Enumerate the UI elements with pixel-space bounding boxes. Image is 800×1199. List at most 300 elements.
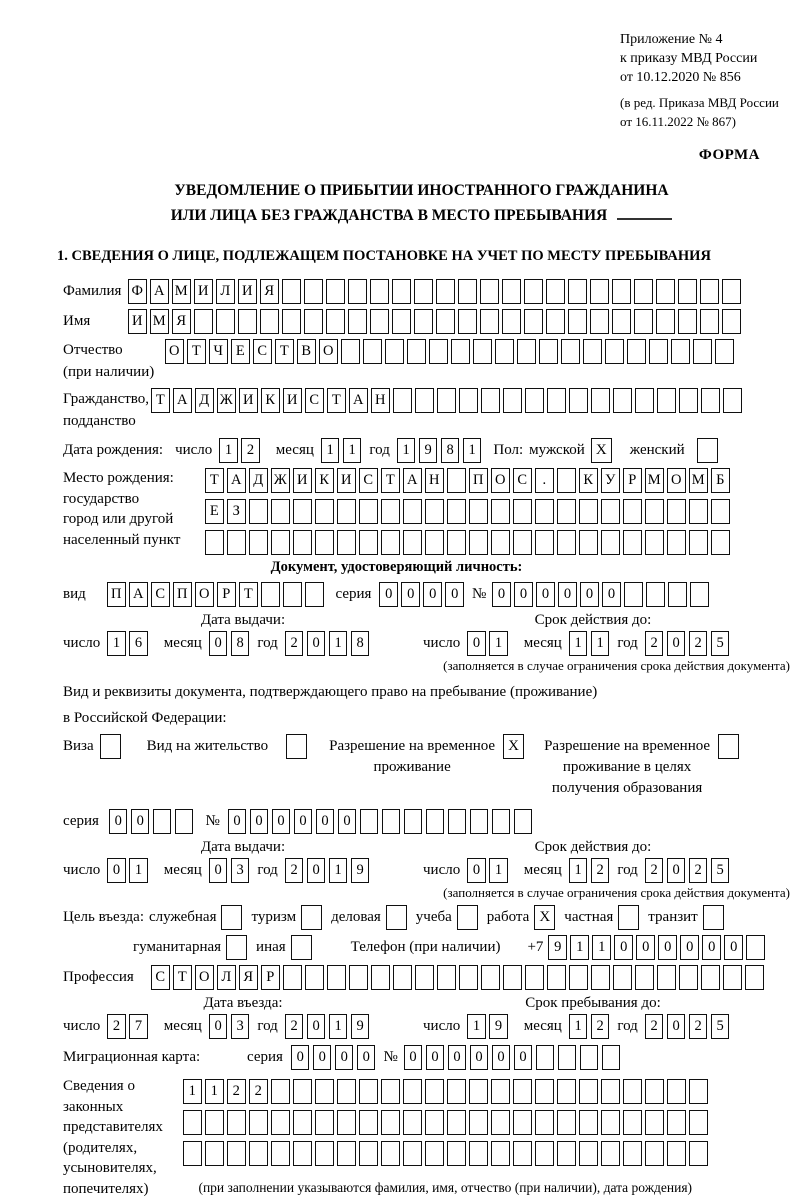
char-cell[interactable] bbox=[304, 279, 323, 304]
char-cell[interactable]: 2 bbox=[241, 438, 260, 463]
char-cell[interactable]: 1 bbox=[397, 438, 416, 463]
char-cell[interactable]: П bbox=[173, 582, 192, 607]
char-cell[interactable] bbox=[745, 965, 764, 990]
char-cell[interactable] bbox=[205, 1110, 224, 1135]
char-cell[interactable]: И bbox=[293, 468, 312, 493]
char-cell[interactable]: 1 bbox=[329, 858, 348, 883]
char-cell[interactable]: 8 bbox=[441, 438, 460, 463]
char-cell[interactable] bbox=[359, 530, 378, 555]
char-cell[interactable] bbox=[495, 339, 514, 364]
char-cell[interactable]: Е bbox=[231, 339, 250, 364]
char-cell[interactable]: С bbox=[513, 468, 532, 493]
char-cell[interactable]: 1 bbox=[463, 438, 482, 463]
char-cell[interactable] bbox=[583, 339, 602, 364]
char-cell[interactable]: М bbox=[645, 468, 664, 493]
char-cell[interactable] bbox=[283, 582, 302, 607]
char-cell[interactable] bbox=[407, 339, 426, 364]
char-cell[interactable]: 0 bbox=[107, 858, 126, 883]
char-cell[interactable] bbox=[535, 499, 554, 524]
char-cell[interactable] bbox=[491, 530, 510, 555]
visa-checkbox[interactable] bbox=[100, 734, 121, 759]
char-cell[interactable] bbox=[645, 530, 664, 555]
char-cell[interactable]: О bbox=[195, 965, 214, 990]
char-cell[interactable]: Т bbox=[239, 582, 258, 607]
char-cell[interactable] bbox=[569, 965, 588, 990]
char-cell[interactable] bbox=[613, 388, 632, 413]
char-cell[interactable] bbox=[415, 388, 434, 413]
char-cell[interactable]: 0 bbox=[667, 858, 686, 883]
char-cell[interactable] bbox=[689, 499, 708, 524]
char-cell[interactable]: Т bbox=[381, 468, 400, 493]
char-cell[interactable] bbox=[547, 388, 566, 413]
char-cell[interactable] bbox=[249, 1141, 268, 1166]
char-cell[interactable] bbox=[557, 1141, 576, 1166]
char-cell[interactable] bbox=[315, 1141, 334, 1166]
char-cell[interactable] bbox=[579, 1110, 598, 1135]
char-cell[interactable] bbox=[381, 499, 400, 524]
char-cell[interactable] bbox=[517, 339, 536, 364]
char-cell[interactable] bbox=[723, 965, 742, 990]
char-cell[interactable] bbox=[601, 1110, 620, 1135]
char-cell[interactable] bbox=[535, 530, 554, 555]
char-cell[interactable] bbox=[645, 1079, 664, 1104]
residence-permit-checkbox[interactable] bbox=[286, 734, 307, 759]
char-cell[interactable]: 0 bbox=[379, 582, 398, 607]
char-cell[interactable] bbox=[469, 1141, 488, 1166]
char-cell[interactable] bbox=[679, 388, 698, 413]
char-cell[interactable] bbox=[645, 1110, 664, 1135]
char-cell[interactable]: М bbox=[150, 309, 169, 334]
char-cell[interactable] bbox=[624, 582, 643, 607]
char-cell[interactable]: 0 bbox=[109, 809, 128, 834]
char-cell[interactable] bbox=[261, 582, 280, 607]
char-cell[interactable] bbox=[690, 582, 709, 607]
char-cell[interactable] bbox=[536, 1045, 555, 1070]
temp-permit-checkbox[interactable]: X bbox=[503, 734, 524, 759]
char-cell[interactable]: 0 bbox=[724, 935, 743, 960]
char-cell[interactable] bbox=[283, 965, 302, 990]
char-cell[interactable] bbox=[535, 1079, 554, 1104]
char-cell[interactable]: П bbox=[107, 582, 126, 607]
char-cell[interactable]: 0 bbox=[250, 809, 269, 834]
sex-male-checkbox[interactable]: X bbox=[591, 438, 612, 463]
char-cell[interactable] bbox=[304, 309, 323, 334]
char-cell[interactable] bbox=[668, 582, 687, 607]
char-cell[interactable]: 5 bbox=[711, 631, 730, 656]
char-cell[interactable]: Л bbox=[216, 279, 235, 304]
char-cell[interactable]: 7 bbox=[129, 1014, 148, 1039]
char-cell[interactable] bbox=[447, 1141, 466, 1166]
char-cell[interactable] bbox=[491, 1141, 510, 1166]
char-cell[interactable] bbox=[363, 339, 382, 364]
char-cell[interactable]: Ж bbox=[271, 468, 290, 493]
char-cell[interactable]: Ж bbox=[217, 388, 236, 413]
char-cell[interactable]: 9 bbox=[351, 858, 370, 883]
char-cell[interactable] bbox=[711, 499, 730, 524]
char-cell[interactable]: Ф bbox=[128, 279, 147, 304]
char-cell[interactable]: Т bbox=[205, 468, 224, 493]
char-cell[interactable] bbox=[649, 339, 668, 364]
char-cell[interactable] bbox=[481, 388, 500, 413]
char-cell[interactable] bbox=[679, 965, 698, 990]
char-cell[interactable]: 0 bbox=[614, 935, 633, 960]
char-cell[interactable] bbox=[403, 1110, 422, 1135]
char-cell[interactable]: Д bbox=[195, 388, 214, 413]
char-cell[interactable] bbox=[579, 530, 598, 555]
char-cell[interactable]: 3 bbox=[231, 1014, 250, 1039]
char-cell[interactable] bbox=[436, 279, 455, 304]
char-cell[interactable] bbox=[634, 279, 653, 304]
char-cell[interactable]: 0 bbox=[272, 809, 291, 834]
char-cell[interactable] bbox=[403, 499, 422, 524]
char-cell[interactable] bbox=[447, 468, 466, 493]
char-cell[interactable] bbox=[525, 388, 544, 413]
char-cell[interactable] bbox=[381, 1110, 400, 1135]
char-cell[interactable] bbox=[602, 1045, 621, 1070]
char-cell[interactable]: Т bbox=[151, 388, 170, 413]
char-cell[interactable]: 2 bbox=[645, 858, 664, 883]
char-cell[interactable] bbox=[612, 309, 631, 334]
char-cell[interactable]: 0 bbox=[335, 1045, 354, 1070]
char-cell[interactable]: О bbox=[667, 468, 686, 493]
char-cell[interactable] bbox=[381, 530, 400, 555]
char-cell[interactable] bbox=[657, 388, 676, 413]
char-cell[interactable] bbox=[447, 530, 466, 555]
char-cell[interactable] bbox=[634, 309, 653, 334]
char-cell[interactable]: . bbox=[535, 468, 554, 493]
char-cell[interactable]: Б bbox=[711, 468, 730, 493]
char-cell[interactable] bbox=[513, 1141, 532, 1166]
char-cell[interactable] bbox=[678, 279, 697, 304]
char-cell[interactable]: О bbox=[319, 339, 338, 364]
char-cell[interactable]: 0 bbox=[316, 809, 335, 834]
char-cell[interactable] bbox=[513, 1110, 532, 1135]
char-cell[interactable] bbox=[315, 499, 334, 524]
purpose-work-checkbox[interactable]: X bbox=[534, 905, 555, 930]
char-cell[interactable] bbox=[623, 1141, 642, 1166]
char-cell[interactable] bbox=[175, 809, 194, 834]
char-cell[interactable] bbox=[557, 530, 576, 555]
char-cell[interactable] bbox=[645, 1141, 664, 1166]
char-cell[interactable]: 0 bbox=[357, 1045, 376, 1070]
char-cell[interactable]: 2 bbox=[591, 1014, 610, 1039]
char-cell[interactable]: 0 bbox=[423, 582, 442, 607]
char-cell[interactable]: 1 bbox=[321, 438, 340, 463]
char-cell[interactable]: А bbox=[129, 582, 148, 607]
char-cell[interactable] bbox=[590, 279, 609, 304]
char-cell[interactable]: 0 bbox=[467, 631, 486, 656]
char-cell[interactable]: 0 bbox=[558, 582, 577, 607]
char-cell[interactable] bbox=[315, 1079, 334, 1104]
char-cell[interactable] bbox=[425, 530, 444, 555]
char-cell[interactable]: 6 bbox=[129, 631, 148, 656]
purpose-transit-checkbox[interactable] bbox=[703, 905, 724, 930]
char-cell[interactable]: И bbox=[239, 388, 258, 413]
char-cell[interactable] bbox=[557, 1110, 576, 1135]
char-cell[interactable]: М bbox=[172, 279, 191, 304]
char-cell[interactable] bbox=[700, 309, 719, 334]
char-cell[interactable] bbox=[700, 279, 719, 304]
char-cell[interactable]: 0 bbox=[602, 582, 621, 607]
char-cell[interactable]: 1 bbox=[569, 631, 588, 656]
char-cell[interactable] bbox=[305, 582, 324, 607]
char-cell[interactable] bbox=[701, 388, 720, 413]
char-cell[interactable]: 0 bbox=[492, 582, 511, 607]
char-cell[interactable]: 0 bbox=[492, 1045, 511, 1070]
char-cell[interactable]: 1 bbox=[329, 631, 348, 656]
char-cell[interactable]: 2 bbox=[227, 1079, 246, 1104]
char-cell[interactable] bbox=[227, 530, 246, 555]
char-cell[interactable]: О bbox=[491, 468, 510, 493]
char-cell[interactable] bbox=[601, 530, 620, 555]
char-cell[interactable]: 0 bbox=[307, 631, 326, 656]
char-cell[interactable]: 0 bbox=[448, 1045, 467, 1070]
char-cell[interactable]: 0 bbox=[294, 809, 313, 834]
char-cell[interactable] bbox=[613, 965, 632, 990]
char-cell[interactable] bbox=[271, 1079, 290, 1104]
char-cell[interactable] bbox=[448, 809, 467, 834]
char-cell[interactable] bbox=[348, 279, 367, 304]
char-cell[interactable]: 0 bbox=[514, 582, 533, 607]
char-cell[interactable] bbox=[689, 530, 708, 555]
char-cell[interactable] bbox=[722, 279, 741, 304]
char-cell[interactable]: 2 bbox=[689, 1014, 708, 1039]
char-cell[interactable]: 2 bbox=[285, 858, 304, 883]
char-cell[interactable]: 1 bbox=[569, 858, 588, 883]
char-cell[interactable]: А bbox=[173, 388, 192, 413]
char-cell[interactable] bbox=[459, 388, 478, 413]
char-cell[interactable]: 0 bbox=[426, 1045, 445, 1070]
char-cell[interactable]: 2 bbox=[689, 858, 708, 883]
char-cell[interactable]: С bbox=[151, 582, 170, 607]
char-cell[interactable] bbox=[623, 1079, 642, 1104]
char-cell[interactable]: 1 bbox=[569, 1014, 588, 1039]
char-cell[interactable] bbox=[293, 1141, 312, 1166]
char-cell[interactable]: 0 bbox=[209, 858, 228, 883]
char-cell[interactable] bbox=[359, 1110, 378, 1135]
char-cell[interactable]: А bbox=[403, 468, 422, 493]
char-cell[interactable] bbox=[524, 309, 543, 334]
char-cell[interactable]: 0 bbox=[580, 582, 599, 607]
char-cell[interactable] bbox=[271, 499, 290, 524]
char-cell[interactable] bbox=[249, 499, 268, 524]
char-cell[interactable]: 1 bbox=[183, 1079, 202, 1104]
char-cell[interactable]: Т bbox=[275, 339, 294, 364]
char-cell[interactable] bbox=[326, 309, 345, 334]
char-cell[interactable] bbox=[491, 1110, 510, 1135]
char-cell[interactable]: О bbox=[165, 339, 184, 364]
sex-female-checkbox[interactable] bbox=[697, 438, 718, 463]
char-cell[interactable] bbox=[591, 965, 610, 990]
char-cell[interactable]: 0 bbox=[291, 1045, 310, 1070]
char-cell[interactable] bbox=[414, 279, 433, 304]
char-cell[interactable]: 1 bbox=[205, 1079, 224, 1104]
char-cell[interactable] bbox=[403, 1141, 422, 1166]
char-cell[interactable] bbox=[656, 279, 675, 304]
char-cell[interactable] bbox=[359, 1079, 378, 1104]
char-cell[interactable] bbox=[249, 530, 268, 555]
char-cell[interactable]: 1 bbox=[219, 438, 238, 463]
char-cell[interactable] bbox=[415, 965, 434, 990]
char-cell[interactable] bbox=[282, 279, 301, 304]
char-cell[interactable] bbox=[447, 1110, 466, 1135]
char-cell[interactable] bbox=[249, 1110, 268, 1135]
char-cell[interactable]: Т bbox=[187, 339, 206, 364]
char-cell[interactable] bbox=[194, 309, 213, 334]
char-cell[interactable]: З bbox=[227, 499, 246, 524]
char-cell[interactable] bbox=[667, 499, 686, 524]
char-cell[interactable]: И bbox=[283, 388, 302, 413]
char-cell[interactable] bbox=[580, 1045, 599, 1070]
char-cell[interactable] bbox=[722, 309, 741, 334]
char-cell[interactable]: М bbox=[689, 468, 708, 493]
char-cell[interactable] bbox=[539, 339, 558, 364]
char-cell[interactable]: 0 bbox=[401, 582, 420, 607]
char-cell[interactable] bbox=[341, 339, 360, 364]
char-cell[interactable] bbox=[503, 965, 522, 990]
char-cell[interactable]: Н bbox=[371, 388, 390, 413]
char-cell[interactable] bbox=[469, 1079, 488, 1104]
char-cell[interactable] bbox=[689, 1079, 708, 1104]
char-cell[interactable] bbox=[627, 339, 646, 364]
char-cell[interactable] bbox=[569, 388, 588, 413]
char-cell[interactable]: Т bbox=[173, 965, 192, 990]
purpose-private-checkbox[interactable] bbox=[618, 905, 639, 930]
char-cell[interactable]: 2 bbox=[107, 1014, 126, 1039]
char-cell[interactable] bbox=[205, 530, 224, 555]
char-cell[interactable] bbox=[315, 1110, 334, 1135]
char-cell[interactable]: 1 bbox=[489, 858, 508, 883]
char-cell[interactable] bbox=[293, 499, 312, 524]
char-cell[interactable]: А bbox=[227, 468, 246, 493]
char-cell[interactable]: 8 bbox=[231, 631, 250, 656]
char-cell[interactable] bbox=[437, 965, 456, 990]
char-cell[interactable] bbox=[348, 309, 367, 334]
char-cell[interactable]: К bbox=[261, 388, 280, 413]
char-cell[interactable]: 2 bbox=[285, 631, 304, 656]
char-cell[interactable] bbox=[392, 309, 411, 334]
char-cell[interactable] bbox=[305, 965, 324, 990]
char-cell[interactable] bbox=[513, 1079, 532, 1104]
char-cell[interactable] bbox=[429, 339, 448, 364]
char-cell[interactable] bbox=[568, 309, 587, 334]
char-cell[interactable] bbox=[337, 530, 356, 555]
char-cell[interactable] bbox=[601, 1079, 620, 1104]
char-cell[interactable]: Т bbox=[327, 388, 346, 413]
char-cell[interactable] bbox=[359, 499, 378, 524]
char-cell[interactable]: 8 bbox=[351, 631, 370, 656]
char-cell[interactable] bbox=[492, 809, 511, 834]
char-cell[interactable] bbox=[513, 499, 532, 524]
char-cell[interactable]: 0 bbox=[131, 809, 150, 834]
char-cell[interactable]: Р bbox=[217, 582, 236, 607]
char-cell[interactable]: 0 bbox=[338, 809, 357, 834]
char-cell[interactable] bbox=[216, 309, 235, 334]
char-cell[interactable]: 0 bbox=[307, 1014, 326, 1039]
char-cell[interactable] bbox=[623, 530, 642, 555]
char-cell[interactable] bbox=[260, 309, 279, 334]
char-cell[interactable] bbox=[227, 1110, 246, 1135]
char-cell[interactable]: 9 bbox=[489, 1014, 508, 1039]
char-cell[interactable] bbox=[601, 1141, 620, 1166]
char-cell[interactable]: 5 bbox=[711, 1014, 730, 1039]
char-cell[interactable] bbox=[360, 809, 379, 834]
char-cell[interactable]: 1 bbox=[107, 631, 126, 656]
char-cell[interactable] bbox=[271, 1141, 290, 1166]
char-cell[interactable]: 1 bbox=[329, 1014, 348, 1039]
char-cell[interactable] bbox=[393, 388, 412, 413]
char-cell[interactable]: У bbox=[601, 468, 620, 493]
char-cell[interactable]: 0 bbox=[209, 631, 228, 656]
char-cell[interactable]: П bbox=[469, 468, 488, 493]
char-cell[interactable] bbox=[153, 809, 172, 834]
char-cell[interactable] bbox=[436, 309, 455, 334]
char-cell[interactable] bbox=[381, 1141, 400, 1166]
char-cell[interactable] bbox=[337, 499, 356, 524]
char-cell[interactable]: К bbox=[315, 468, 334, 493]
char-cell[interactable] bbox=[326, 279, 345, 304]
char-cell[interactable] bbox=[671, 339, 690, 364]
char-cell[interactable] bbox=[404, 809, 423, 834]
char-cell[interactable] bbox=[381, 1079, 400, 1104]
char-cell[interactable] bbox=[689, 1110, 708, 1135]
char-cell[interactable]: 0 bbox=[470, 1045, 489, 1070]
char-cell[interactable] bbox=[546, 309, 565, 334]
char-cell[interactable] bbox=[437, 388, 456, 413]
char-cell[interactable] bbox=[557, 499, 576, 524]
char-cell[interactable]: А bbox=[150, 279, 169, 304]
char-cell[interactable] bbox=[337, 1141, 356, 1166]
char-cell[interactable] bbox=[746, 935, 765, 960]
char-cell[interactable] bbox=[579, 1141, 598, 1166]
char-cell[interactable] bbox=[635, 965, 654, 990]
char-cell[interactable] bbox=[469, 1110, 488, 1135]
char-cell[interactable] bbox=[205, 1141, 224, 1166]
char-cell[interactable]: О bbox=[195, 582, 214, 607]
char-cell[interactable]: 0 bbox=[467, 858, 486, 883]
char-cell[interactable] bbox=[271, 530, 290, 555]
char-cell[interactable]: 0 bbox=[228, 809, 247, 834]
char-cell[interactable]: 1 bbox=[570, 935, 589, 960]
char-cell[interactable]: Д bbox=[249, 468, 268, 493]
char-cell[interactable] bbox=[667, 1079, 686, 1104]
char-cell[interactable]: 1 bbox=[591, 631, 610, 656]
char-cell[interactable]: 1 bbox=[592, 935, 611, 960]
char-cell[interactable]: 0 bbox=[209, 1014, 228, 1039]
char-cell[interactable] bbox=[469, 499, 488, 524]
char-cell[interactable]: 9 bbox=[351, 1014, 370, 1039]
char-cell[interactable] bbox=[678, 309, 697, 334]
char-cell[interactable]: 0 bbox=[307, 858, 326, 883]
char-cell[interactable] bbox=[711, 530, 730, 555]
char-cell[interactable] bbox=[591, 388, 610, 413]
purpose-study-checkbox[interactable] bbox=[457, 905, 478, 930]
char-cell[interactable]: 2 bbox=[591, 858, 610, 883]
char-cell[interactable] bbox=[514, 809, 533, 834]
char-cell[interactable] bbox=[459, 965, 478, 990]
char-cell[interactable] bbox=[513, 530, 532, 555]
char-cell[interactable] bbox=[425, 499, 444, 524]
char-cell[interactable] bbox=[689, 1141, 708, 1166]
char-cell[interactable] bbox=[503, 388, 522, 413]
char-cell[interactable] bbox=[645, 499, 664, 524]
char-cell[interactable] bbox=[385, 339, 404, 364]
char-cell[interactable] bbox=[425, 1079, 444, 1104]
char-cell[interactable] bbox=[646, 582, 665, 607]
char-cell[interactable]: 0 bbox=[658, 935, 677, 960]
char-cell[interactable] bbox=[546, 279, 565, 304]
purpose-tourism-checkbox[interactable] bbox=[301, 905, 322, 930]
